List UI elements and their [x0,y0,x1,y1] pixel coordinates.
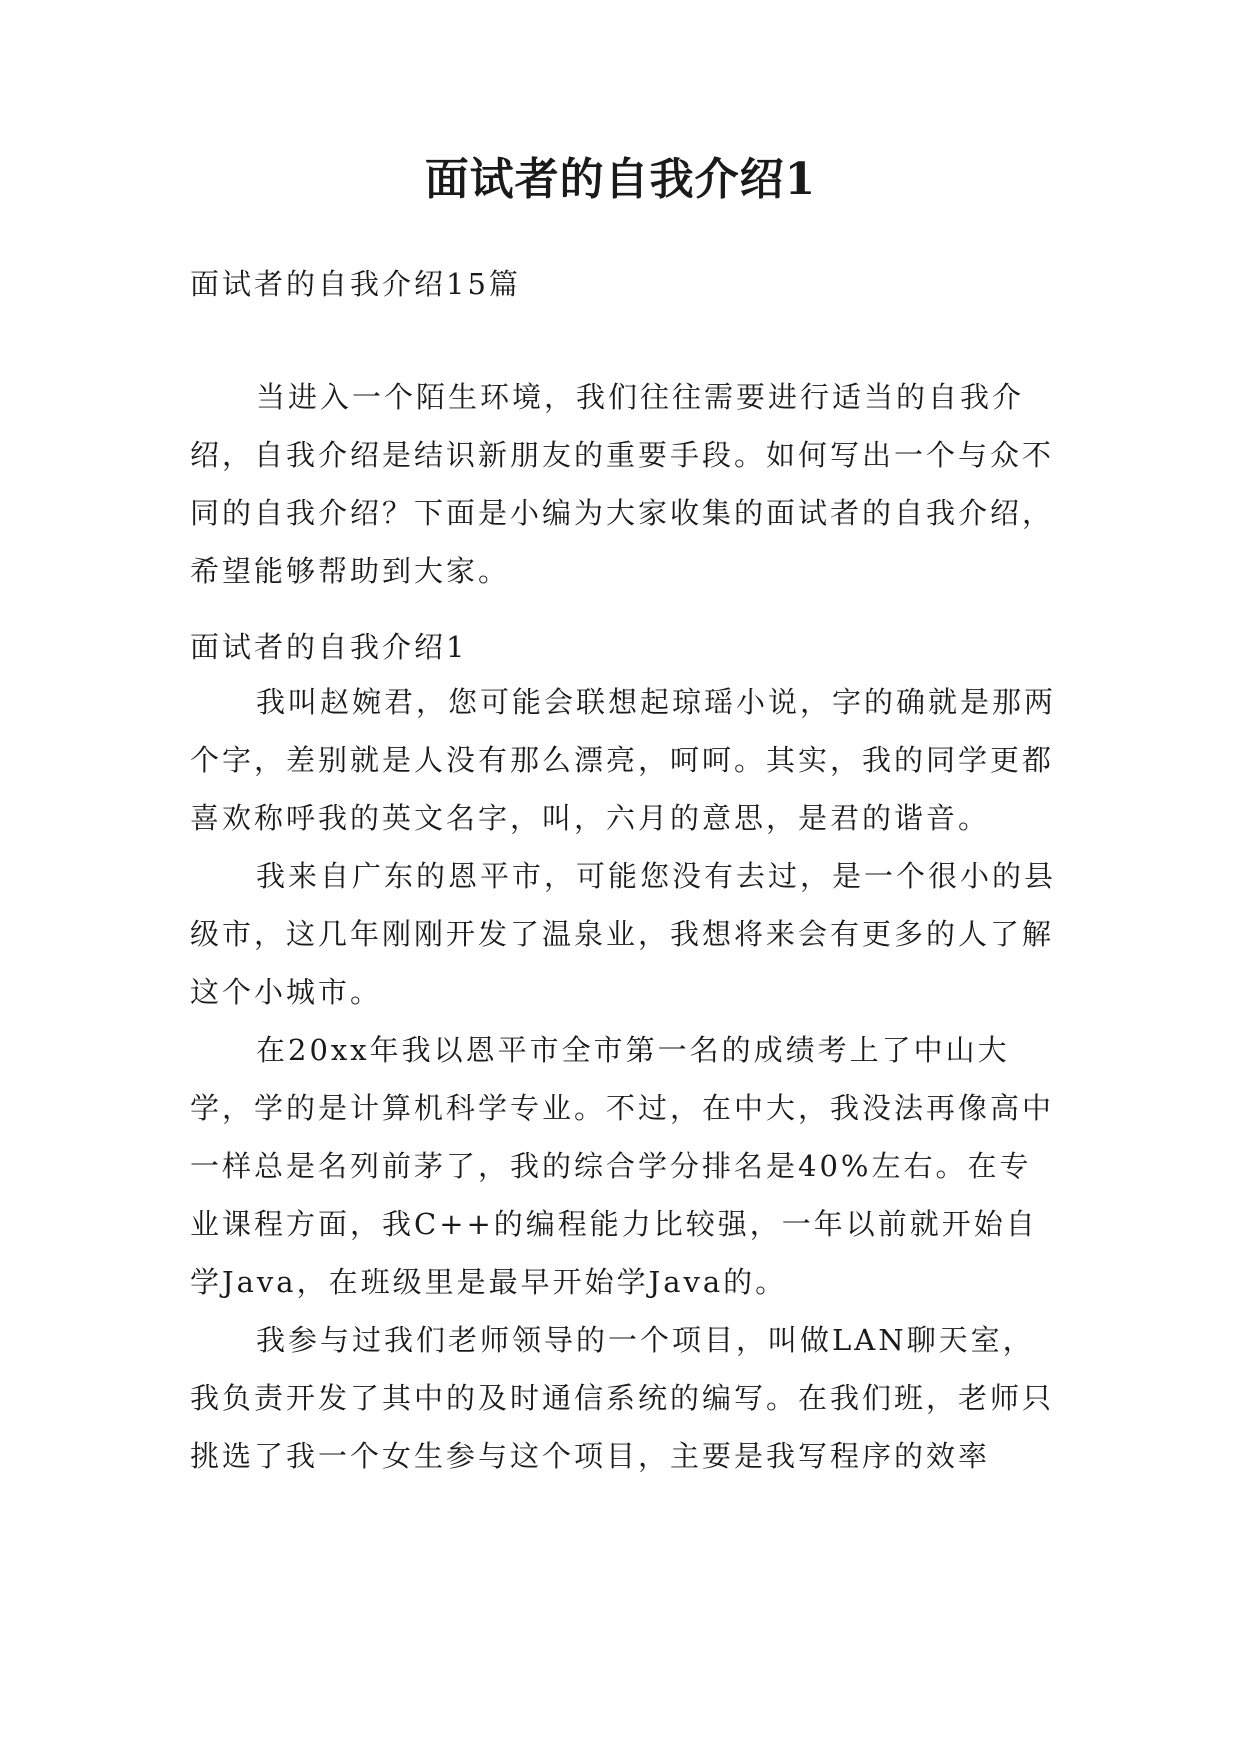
document-subtitle: 面试者的自我介绍15篇 [190,267,521,301]
intro-paragraph: 当进入一个陌生环境，我们往往需要进行适当的自我介绍，自我介绍是结识新朋友的重要手段。如何写出一个与众不同的自我介绍？下面是小编为大家收集的面试者的自我介绍，希望能够帮助到大家。 [190,380,1055,588]
document-title: 面试者的自我介绍1 [424,154,817,205]
section-heading: 面试者的自我介绍1 [190,630,468,664]
body-paragraph: 我参与过我们老师领导的一个项目，叫做LAN聊天室，我负责开发了其中的及时通信系统的编写。在我们班，老师只挑选了我一个女生参与这个项目，主要是我写程序的效率 [190,1323,1055,1473]
body-paragraph: 我来自广东的恩平市，可能您没有去过，是一个很小的县级市，这几年刚刚开发了温泉业，我想将来会有更多的人了解这个小城市。 [190,859,1057,1009]
body-paragraph: 我叫赵婉君，您可能会联想起琼瑶小说，字的确就是那两个字，差别就是人没有那么漂亮，呵呵。其实，我的同学更都喜欢称呼我的英文名字，叫，六月的意思，是君的谐音。 [190,685,1057,835]
body-paragraph: 在20xx年我以恩平市全市第一名的成绩考上了中山大学，学的是计算机科学专业。不过，在中大，我没法再像高中一样总是名列前茅了，我的综合学分排名是40%左右。在专业课程方面，我C++的编程能力比较强，一年以前就开始自学Java，在班级里是最早开始学Java的。 [190,1033,1055,1299]
section-body [190,673,1060,1485]
